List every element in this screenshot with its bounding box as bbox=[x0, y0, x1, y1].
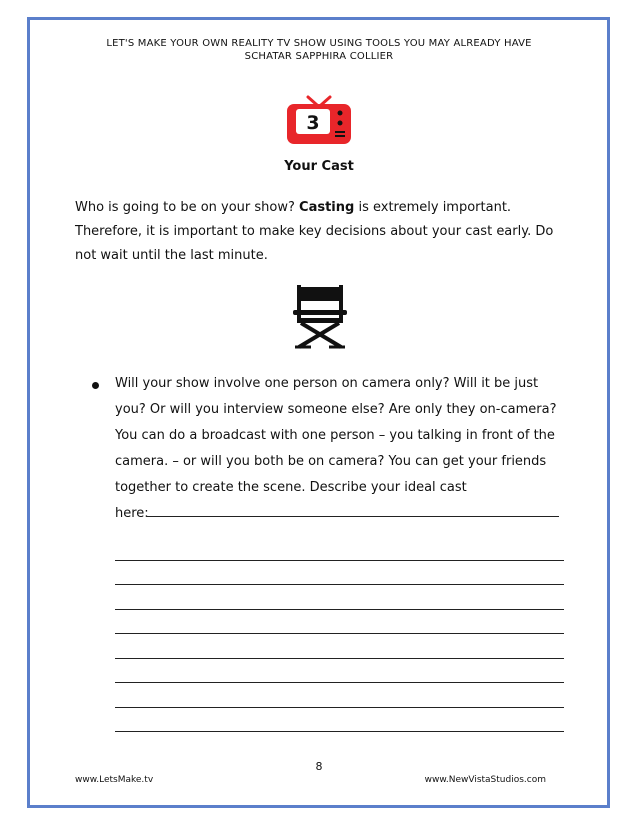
question-prompt: here: bbox=[115, 506, 149, 521]
answer-line[interactable] bbox=[115, 638, 564, 663]
page-number: 8 bbox=[315, 760, 323, 773]
bullet-point bbox=[92, 382, 99, 389]
header-author: SCHATAR SAPPHIRA COLLIER bbox=[244, 51, 394, 62]
intro-text-2: is extremely important. Therefore, it is important to make key decisions about your cast early. Do not wait until the last minute. bbox=[75, 200, 554, 263]
header-title: LET'S MAKE YOUR OWN REALITY TV SHOW USING TOOLS YOU MAY ALREADY HAVE bbox=[106, 38, 532, 49]
answer-line[interactable] bbox=[115, 565, 564, 590]
answer-line[interactable] bbox=[115, 614, 564, 639]
section-title: Your Cast bbox=[284, 159, 354, 174]
intro-bold-term: Casting bbox=[299, 200, 355, 215]
answer-line-first[interactable] bbox=[146, 516, 559, 517]
tv-number: 3 bbox=[306, 112, 320, 134]
tv-icon bbox=[284, 93, 354, 151]
footer-website-right: www.NewVistaStudios.com bbox=[424, 775, 546, 785]
answer-line[interactable] bbox=[115, 540, 564, 565]
question-body: Will your show involve one person on camera only? Will it be just you? Or will you interview someone else? Are only they on-camera? You can do a broadcast with one person – you talking in front of the camera. – or will you both be on camera? You can get your friends together to create the scene. Describe your ideal cast bbox=[115, 376, 557, 495]
answer-line[interactable] bbox=[115, 663, 564, 688]
footer-website-left: www.LetsMake.tv bbox=[75, 775, 154, 785]
intro-paragraph bbox=[75, 196, 565, 268]
writing-lines bbox=[115, 540, 564, 736]
answer-line[interactable] bbox=[115, 687, 564, 712]
intro-text-1: Who is going to be on your show? bbox=[75, 200, 300, 215]
question-text bbox=[115, 371, 567, 527]
answer-line[interactable] bbox=[115, 589, 564, 614]
director-chair-icon bbox=[291, 284, 349, 354]
answer-line[interactable] bbox=[115, 712, 564, 737]
